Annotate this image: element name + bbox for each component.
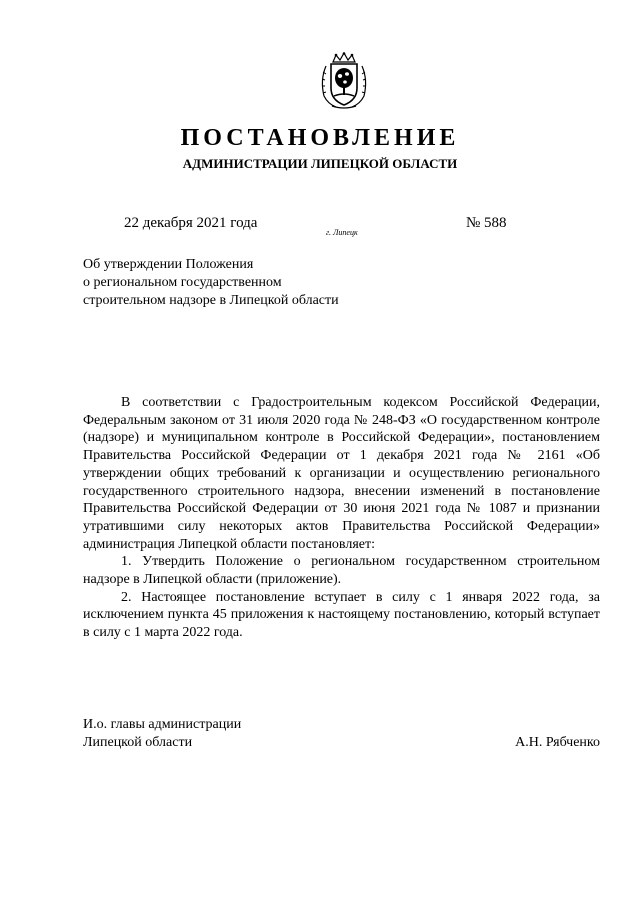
subject-line: Об утверждении Положения	[83, 257, 254, 272]
signature-block	[83, 716, 600, 752]
document-body	[83, 394, 600, 642]
signatory-name: А.Н. Рябченко	[515, 735, 600, 750]
document-date: 22 декабря 2021 года	[124, 215, 258, 231]
document-number: № 588	[466, 215, 507, 231]
preamble-paragraph: В соответствии с Градостроительным кодексом Российской Федерации, Федеральным законом от 31 июля 2020 года № 248-ФЗ «О государственном контроле (надзоре) и муниципальном контроле в Российской Федерации», постановлением Правительства Российской Федерации от 1 декабря 2021 года № 2161 «Об утверждении общих требований к организации и осуществлению регионального государственного строительного надзора, внесении изменений в постановление Правительства Российской Федерации от 30 июня 2021 года № 1087 и признании утратившими силу некоторых актов Правительства Российской Федерации» администрация Липецкой области постановляет:	[83, 395, 600, 552]
item-2-paragraph: 2. Настоящее постановление вступает в силу с 1 января 2022 года, за исключением пункта 45 приложения к настоящему постановлению, который вступает в силу с 1 марта 2022 года.	[83, 589, 600, 641]
document-subtitle: АДМИНИСТРАЦИИ ЛИПЕЦКОЙ ОБЛАСТИ	[182, 156, 458, 171]
document-place: г. Липецк	[326, 228, 358, 237]
document-subject	[83, 256, 423, 310]
subject-line: о региональном государственном	[83, 275, 282, 290]
signatory-position-line-2: Липецкой области	[83, 735, 193, 750]
signatory-position-line-1: И.о. главы администрации	[83, 717, 242, 732]
item-1-paragraph: 1. Утвердить Положение о региональном государственном строительном надзоре в Липецкой области (приложение).	[83, 554, 600, 588]
subject-line: строительном надзоре в Липецкой области	[83, 293, 339, 308]
document-title: ПОСТАНОВЛЕНИЕ	[180, 125, 460, 151]
coat-of-arms-icon	[318, 52, 370, 110]
